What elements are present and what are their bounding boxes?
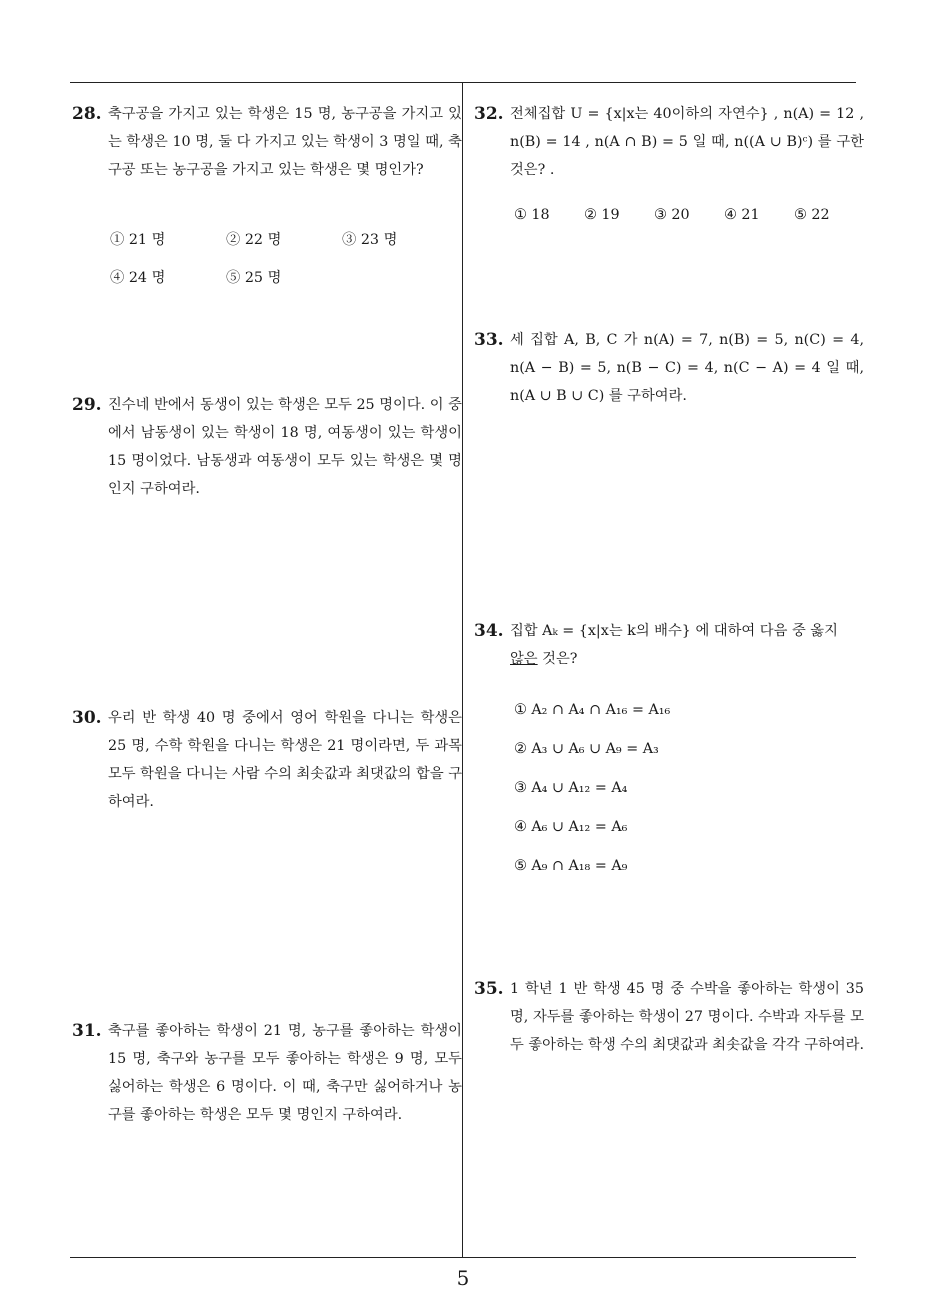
question-text-part-a: 집합 Aₖ = {x|x는 k의 배수} 에 대하여 다음 중 옳지 xyxy=(510,623,838,639)
question-text: 전체집합 U = {x|x는 40이하의 자연수} , n(A) = 12 , n(B) = 14 , n(A ∩ B) = 5 일 때, n((A ∪ B)ᶜ) 를 구한 것은? . xyxy=(510,106,864,178)
question-number: 32. xyxy=(474,104,504,124)
choice-5[interactable]: ⑤ 22 xyxy=(794,207,830,223)
question-34 xyxy=(474,617,864,874)
question-number: 34. xyxy=(474,621,504,641)
choice-4[interactable]: ④ 24 명 xyxy=(110,270,166,286)
choice-5[interactable]: ⑤ A₉ ∩ A₁₈ = A₉ xyxy=(514,858,628,874)
choice-4[interactable]: ④ A₆ ∪ A₁₂ = A₆ xyxy=(514,819,628,835)
question-33 xyxy=(474,326,864,410)
question-text: 세 집합 A, B, C 가 n(A) = 7, n(B) = 5, n(C) = 4, n(A − B) = 5, n(B − C) = 4, n(C − A) = 4 일 때, n(A ∪ B ∪ C) 를 구하여라. xyxy=(510,332,864,404)
question-number: 31. xyxy=(72,1021,102,1041)
bottom-rule xyxy=(70,1257,856,1258)
question-32 xyxy=(474,100,864,223)
choice-2[interactable]: ② 19 xyxy=(584,207,620,223)
question-text: 1 학년 1 반 학생 45 명 중 수박을 좋아하는 학생이 35 명, 자두를 좋아하는 학생이 27 명이다. 수박과 자두를 모두 좋아하는 학생 수의 최댓값과 최솟값을 각각 구하여라. xyxy=(510,981,865,1053)
question-number: 35. xyxy=(474,979,504,999)
question-28 xyxy=(72,100,462,286)
page-number: 5 xyxy=(456,1266,470,1290)
question-number: 28. xyxy=(72,104,102,124)
question-text xyxy=(510,617,864,673)
choice-3[interactable]: ③ 20 xyxy=(654,207,690,223)
question-35 xyxy=(474,975,864,1059)
top-rule xyxy=(70,82,856,83)
underlined-word: 않은 xyxy=(510,651,538,667)
choice-1[interactable]: ① 18 xyxy=(514,207,550,223)
question-text-part-b: 것은? xyxy=(537,651,578,667)
question-text: 진수네 반에서 동생이 있는 학생은 모두 25 명이다. 이 중에서 남동생이 있는 학생이 18 명, 여동생이 있는 학생이 15 명이었다. 남동생과 여동생이 모두 있는 학생은 몇 명인지 구하여라. xyxy=(108,397,462,497)
question-text: 축구를 좋아하는 학생이 21 명, 농구를 좋아하는 학생이 15 명, 축구와 농구를 모두 좋아하는 학생은 9 명, 모두 싫어하는 학생은 6 명이다. 이 때, 축구만 싫어하거나 농구를 좋아하는 학생은 모두 몇 명인지 구하여라. xyxy=(108,1023,462,1123)
question-29 xyxy=(72,391,462,503)
question-text: 축구공을 가지고 있는 학생은 15 명, 농구공을 가지고 있는 학생은 10 명, 둘 다 가지고 있는 학생이 3 명일 때, 축구공 또는 농구공을 가지고 있는 학생은 몇 명인가? xyxy=(108,106,462,178)
choice-2[interactable]: ② 22 명 xyxy=(226,232,282,248)
choice-1[interactable]: ① 21 명 xyxy=(110,232,166,248)
question-30 xyxy=(72,704,462,816)
choice-4[interactable]: ④ 21 xyxy=(724,207,760,223)
choice-5[interactable]: ⑤ 25 명 xyxy=(226,270,282,286)
choice-3[interactable]: ③ 23 명 xyxy=(342,232,398,248)
question-number: 30. xyxy=(72,708,102,728)
question-number: 29. xyxy=(72,395,102,415)
question-31 xyxy=(72,1017,462,1129)
question-number: 33. xyxy=(474,330,504,350)
choice-3[interactable]: ③ A₄ ∪ A₁₂ = A₄ xyxy=(514,780,628,796)
question-text: 우리 반 학생 40 명 중에서 영어 학원을 다니는 학생은 25 명, 수학 학원을 다니는 학생은 21 명이라면, 두 과목 모두 학원을 다니는 사람 수의 최솟값과 최댓값의 합을 구하여라. xyxy=(108,710,463,810)
choice-1[interactable]: ① A₂ ∩ A₄ ∩ A₁₆ = A₁₆ xyxy=(514,702,671,718)
column-divider xyxy=(462,82,463,1258)
choice-2[interactable]: ② A₃ ∪ A₆ ∪ A₉ = A₃ xyxy=(514,741,659,757)
